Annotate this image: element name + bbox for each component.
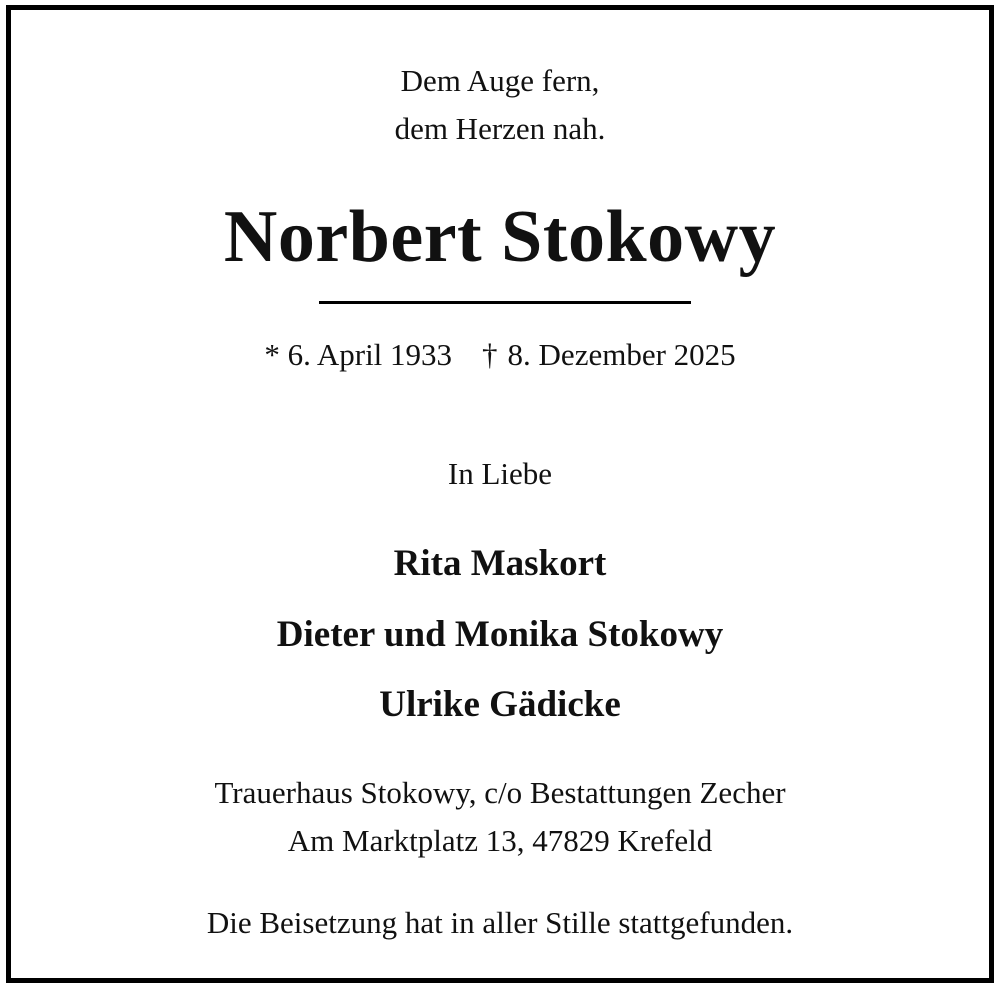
life-dates — [11, 339, 989, 370]
obituary-notice — [6, 5, 994, 983]
death-date: 8. Dezember 2025 — [507, 337, 736, 372]
birth-date: 6. April 1933 — [287, 337, 453, 372]
motto-line-1: Dem Auge fern, — [400, 63, 600, 98]
motto-line-2: dem Herzen nah. — [394, 111, 606, 146]
address-line-2: Am Marktplatz 13, 47829 Krefeld — [287, 823, 713, 858]
mourner-name: Dieter und Monika Stokowy — [276, 614, 724, 655]
funeral-note: Die Beisetzung hat in aller Stille stattgefunden. — [206, 905, 794, 940]
mourner-name: Ulrike Gädicke — [379, 684, 621, 725]
mourner-name: Rita Maskort — [393, 543, 607, 584]
birth-symbol: * — [264, 337, 280, 372]
address-line-1: Trauerhaus Stokowy, c/o Bestattungen Zecher — [214, 775, 786, 810]
death-symbol: † — [482, 337, 498, 372]
name-underline — [319, 301, 691, 304]
deceased-name: Norbert Stokowy — [223, 196, 777, 278]
love-text: In Liebe — [447, 456, 553, 491]
